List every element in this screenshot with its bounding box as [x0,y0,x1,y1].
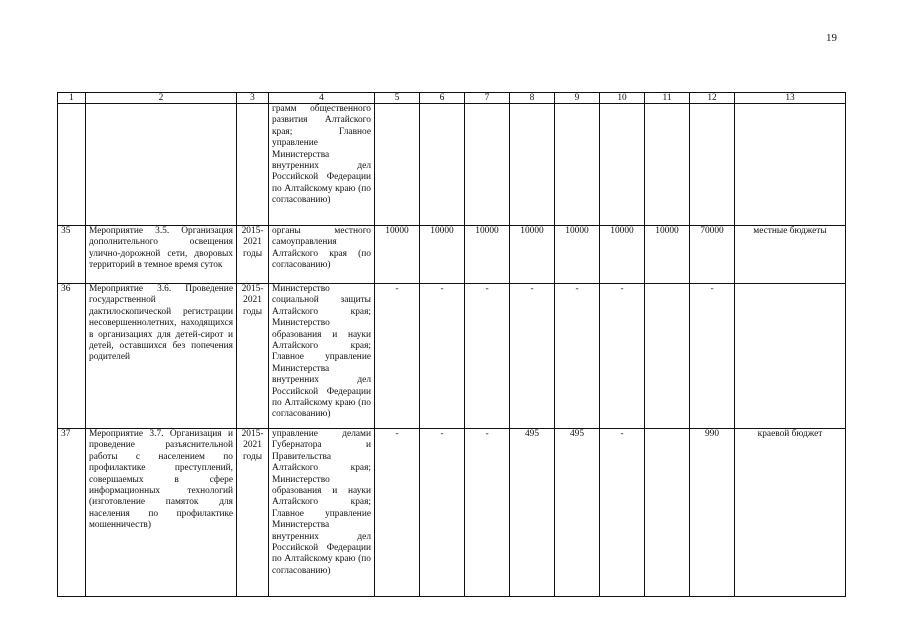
cell-value [645,284,690,429]
column-header: 8 [510,93,555,104]
cell-years [237,104,269,226]
column-header: 4 [269,93,375,104]
cell-value: 495 [510,429,555,597]
cell-value: 10000 [420,226,465,284]
page-number: 19 [826,32,837,44]
cell-executors: органы местного самоуправления Алтайского края (по согласованию) [269,226,375,284]
cell-source: местные бюджеты [735,226,846,284]
cell-source [735,284,846,429]
table-row [58,429,846,597]
cell-value: - [375,429,420,597]
cell-name [86,104,237,226]
column-header: 1 [58,93,86,104]
cell-value: 990 [690,429,735,597]
cell-value: 10000 [465,226,510,284]
column-header: 6 [420,93,465,104]
cell-value: - [555,284,600,429]
cell-years: 2015-2021 годы [237,284,269,429]
cell-value [645,104,690,226]
cell-num [58,104,86,226]
column-header: 12 [690,93,735,104]
cell-name: Мероприятие 3.5. Организация дополнительного освещения улично-дорожной сети, дворовых территорий в темное время суток [86,226,237,284]
cell-value: 10000 [555,226,600,284]
cell-source: краевой бюджет [735,429,846,597]
cell-value: 10000 [510,226,555,284]
column-header: 9 [555,93,600,104]
cell-value: 10000 [600,226,645,284]
column-header: 2 [86,93,237,104]
cell-value: - [600,284,645,429]
cell-name: Мероприятие 3.6. Проведение государственной дактилоскопической регистрации несовершеннолетних, находящихся в организациях для детей-сирот и детей, оставшихся без попечения родителей [86,284,237,429]
cell-executors: грамм общественного развития Алтайского края; Главное управление Министерства внутренних дел Российской Федерации по Алтайскому краю (по согласованию) [269,104,375,226]
cell-value: 10000 [375,226,420,284]
cell-value: - [600,429,645,597]
cell-value [510,104,555,226]
cell-value: - [420,284,465,429]
column-header: 7 [465,93,510,104]
column-number-header-row [58,93,846,104]
column-header: 3 [237,93,269,104]
continuation-row [58,104,846,226]
cell-num: 37 [58,429,86,597]
cell-name: Мероприятие 3.7. Организация и проведение разъяснительной работы с населением по профилактике преступлений, совершаемых в сфере информационных технологий (изготовление памяток для населения по профилактике мошенничеств) [86,429,237,597]
table-row [58,284,846,429]
cell-value [600,104,645,226]
cell-years: 2015-2021 годы [237,226,269,284]
column-header: 13 [735,93,846,104]
cell-source [735,104,846,226]
cell-value [375,104,420,226]
cell-executors: Министерство социальной защиты Алтайского края; Министерство образования и науки Алтайского края; Главное управление Министерства внутренних дел Российской Федерации по Алтайскому краю (по согласованию) [269,284,375,429]
cell-years: 2015-2021 годы [237,429,269,597]
cell-value: - [690,284,735,429]
cell-value [420,104,465,226]
cell-value: - [465,284,510,429]
cell-value [555,104,600,226]
cell-value: 10000 [645,226,690,284]
cell-num: 35 [58,226,86,284]
cell-value: - [510,284,555,429]
cell-value: 495 [555,429,600,597]
cell-value [690,104,735,226]
cell-value [645,429,690,597]
cell-value: - [375,284,420,429]
cell-value: - [420,429,465,597]
cell-value [465,104,510,226]
column-header: 11 [645,93,690,104]
cell-value: 70000 [690,226,735,284]
cell-executors: управление делами Губернатора и Правительства Алтайского края; Министерство образования и науки Алтайского края; Главное управление Министерства внутренних дел Российской Федерации по Алтайскому краю (по согласованию) [269,429,375,597]
cell-num: 36 [58,284,86,429]
column-header: 5 [375,93,420,104]
cell-value: - [465,429,510,597]
table-row [58,226,846,284]
program-measures-table [57,92,846,597]
column-header: 10 [600,93,645,104]
